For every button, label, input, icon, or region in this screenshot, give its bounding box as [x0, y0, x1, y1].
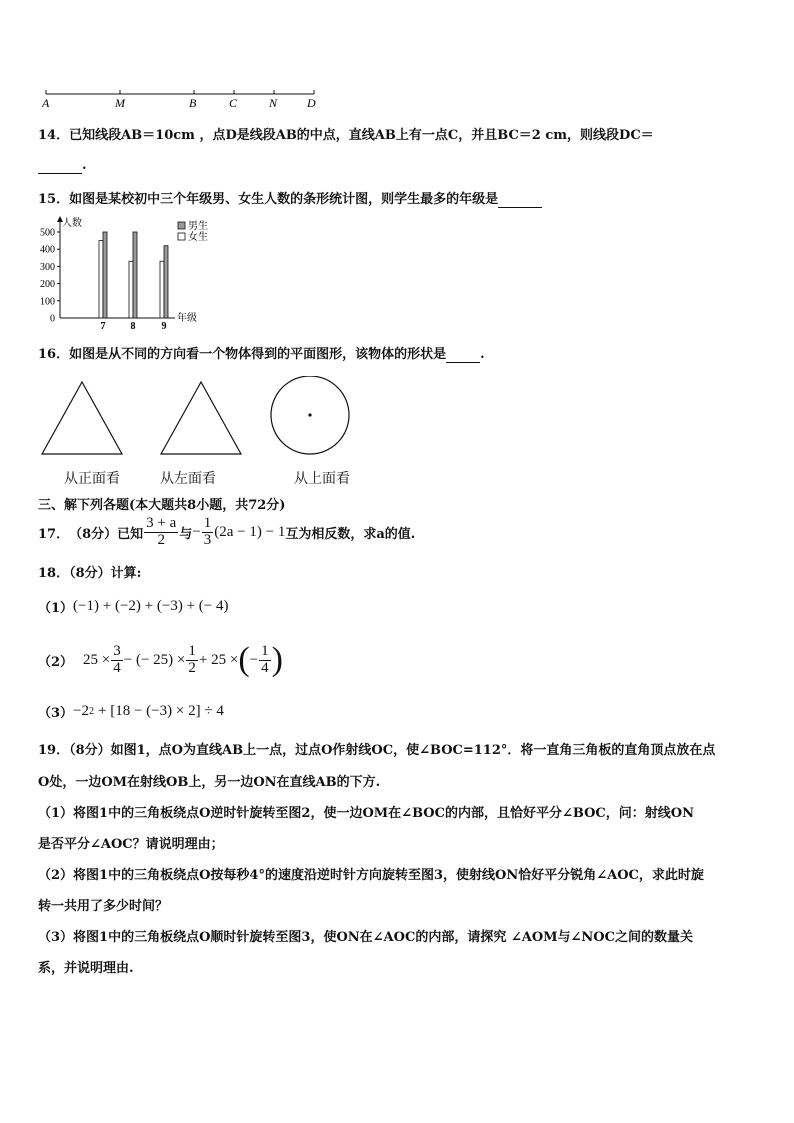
q18-part-3	[38, 702, 224, 721]
question-19-line-2: O处，一边OM在射线OB上，另一边ON在直线AB的下方.	[38, 775, 381, 790]
q18-part-2	[38, 640, 283, 680]
q17-frac1-numerator: 3 + a	[146, 514, 177, 531]
q17-points: （8分）	[69, 526, 118, 542]
bar-girls-8	[129, 261, 133, 318]
q17-frac2-numerator: 1	[203, 514, 212, 531]
q19-part-3-line-1: （3）将图1中的三角板绕点O顺时针旋转至图3，使ON在∠AOC的内部，请探究 ∠AOM与∠NOC之间的数量关	[38, 930, 693, 945]
q18-p2-c: + 25 ×	[198, 651, 239, 668]
x-tick-label: 9	[161, 321, 167, 332]
q17-fraction-2	[202, 516, 214, 549]
label-m: M	[115, 96, 125, 110]
front-view-label: 从正面看	[64, 471, 120, 487]
y-tick-label: 200	[40, 279, 55, 291]
q17-frac1-denominator: 2	[157, 531, 165, 548]
chart-labels	[40, 216, 208, 332]
label-d: D	[307, 96, 316, 110]
q19-part-2-line-1: （2）将图1中的三角板绕点O按每秒4°的速度沿逆时针方向旋转至图3，使射线ON恰好平分锐角∠AOC，求此时旋	[38, 868, 704, 883]
segment-figure	[36, 86, 326, 112]
q14-answer-line	[38, 158, 87, 174]
q18-p2-f3-den: 4	[261, 659, 269, 676]
q19-number: 19．	[38, 743, 70, 758]
three-views-figure	[30, 376, 370, 461]
q18-p2-b: − (− 25) ×	[123, 651, 186, 668]
q17-frac2-denominator: 3	[203, 531, 212, 548]
section-3-title: 三、解下列各题(本大题共8小题，共72分)	[38, 498, 286, 513]
q17-mid: 与	[179, 526, 193, 542]
q18-p1-expression: (−1) + (−2) + (−3) + (− 4)	[73, 598, 229, 614]
legend-swatch	[178, 233, 185, 240]
q17-tail: (2a − 1) − 1	[214, 523, 286, 540]
q18-p2-f1-den: 4	[113, 659, 121, 676]
q14-end: .	[82, 158, 87, 173]
q14-text: 已知线段AB＝10cm ，点D是线段AB的中点，直线AB上有一点C，并且BC＝2 cm，则线段DC＝	[69, 128, 654, 143]
legend-label: 男生	[188, 221, 208, 232]
label-b: B	[189, 96, 197, 110]
q18-p2-label: （2）	[38, 654, 74, 670]
q16-answer-blank	[446, 347, 480, 363]
q19-line1: 如图1，点O为直线AB上一点，过点O作射线OC，使∠BOC=112°．将一直角三角板的直角顶点放在点	[110, 743, 716, 758]
top-view-label: 从上面看	[294, 471, 350, 487]
q18-p2-fraction-2	[186, 644, 198, 677]
question-15	[38, 188, 542, 208]
q15-answer-blank	[498, 192, 542, 208]
question-19-line-1	[38, 739, 715, 758]
q18-number: 18．	[38, 566, 70, 581]
q18-p3-label: （3）	[38, 706, 74, 721]
q17-minus: −	[192, 523, 201, 540]
q19-part-1-line-1: （1）将图1中的三角板绕点O逆时针旋转至图2，使一边OM在∠BOC的内部，且恰好平分∠BOC，问：射线ON	[38, 806, 694, 821]
q16-number: 16．	[38, 347, 70, 362]
side-view-triangle	[161, 382, 241, 454]
q18-p2-f2-num: 1	[188, 642, 196, 659]
q15-text: 如图是某校初中三个年级男、女生人数的条形统计图，则学生最多的年级是	[69, 192, 499, 207]
y-tick-label: 300	[40, 261, 55, 273]
legend-label: 女生	[188, 232, 208, 243]
q18-p2-close-paren: )	[271, 641, 283, 678]
q17-fraction-1	[144, 516, 178, 549]
y-tick-label: 100	[40, 296, 55, 308]
q19-part-3-line-2: 系，并说明理由.	[38, 961, 134, 976]
label-c: C	[229, 96, 238, 110]
chart-bars	[99, 232, 168, 318]
q17-number: 17．	[38, 526, 70, 542]
front-view-triangle	[42, 382, 122, 454]
q18-text: 计算:	[110, 566, 142, 581]
q14-answer-blank	[38, 158, 82, 174]
q17-pre: 已知	[117, 526, 144, 542]
y-axis-label: 人数	[62, 218, 82, 229]
bar-chart	[30, 214, 230, 336]
q18-p2-fraction-1	[111, 644, 123, 677]
q18-p1-label: （1）	[38, 601, 74, 616]
question-16	[38, 343, 485, 363]
q19-part-1-line-2: 是否平分∠AOC？请说明理由；	[38, 837, 224, 852]
q18-p2-a: 25 ×	[83, 651, 111, 668]
top-view-center-dot	[308, 413, 311, 416]
x-tick-label: 7	[100, 321, 106, 332]
bar-boys-8	[133, 232, 137, 318]
bar-boys-9	[164, 246, 168, 318]
y-tick-label: 500	[40, 227, 55, 239]
q18-part-1	[38, 597, 228, 616]
x-axis-label: 年级	[177, 313, 197, 324]
chart-axes	[57, 216, 175, 318]
label-a: A	[42, 96, 50, 110]
question-14	[38, 124, 654, 143]
y-tick-label: 400	[40, 244, 55, 256]
q19-part-2-line-2: 转一共用了多少时间？	[38, 899, 169, 914]
q16-text: 如图是从不同的方向看一个物体得到的平面图形，该物体的形状是	[69, 347, 447, 362]
q18-points: （8分）	[69, 566, 111, 581]
bar-girls-7	[99, 241, 103, 318]
bar-boys-7	[103, 232, 107, 318]
bar-girls-9	[160, 261, 164, 318]
q18-p3-b: + [18 − (−3) × 2] ÷ 4	[98, 703, 224, 719]
q18-p2-fraction-3	[259, 644, 271, 677]
q18-p2-f1-num: 3	[113, 642, 121, 659]
question-17	[38, 514, 415, 550]
q19-points: （8分）	[69, 743, 111, 758]
q16-end: .	[480, 347, 485, 362]
q18-p2-f2-den: 2	[188, 659, 196, 676]
q14-number: 14．	[38, 128, 70, 143]
q18-p3-a: −2	[73, 703, 90, 719]
q15-number: 15．	[38, 192, 70, 207]
q18-p3-exponent: 2	[89, 706, 95, 717]
q18-p2-neg: −	[249, 651, 259, 668]
question-18	[38, 562, 141, 581]
x-tick-label: 8	[130, 321, 136, 332]
q18-p2-open-paren: (	[238, 641, 250, 678]
side-view-label: 从左面看	[160, 471, 216, 487]
q18-p2-f3-num: 1	[261, 642, 269, 659]
y-tick-label: 0	[50, 313, 55, 325]
label-n: N	[269, 96, 278, 110]
q17-post: 互为相反数，求a的值.	[285, 526, 416, 542]
legend-swatch	[178, 222, 185, 229]
